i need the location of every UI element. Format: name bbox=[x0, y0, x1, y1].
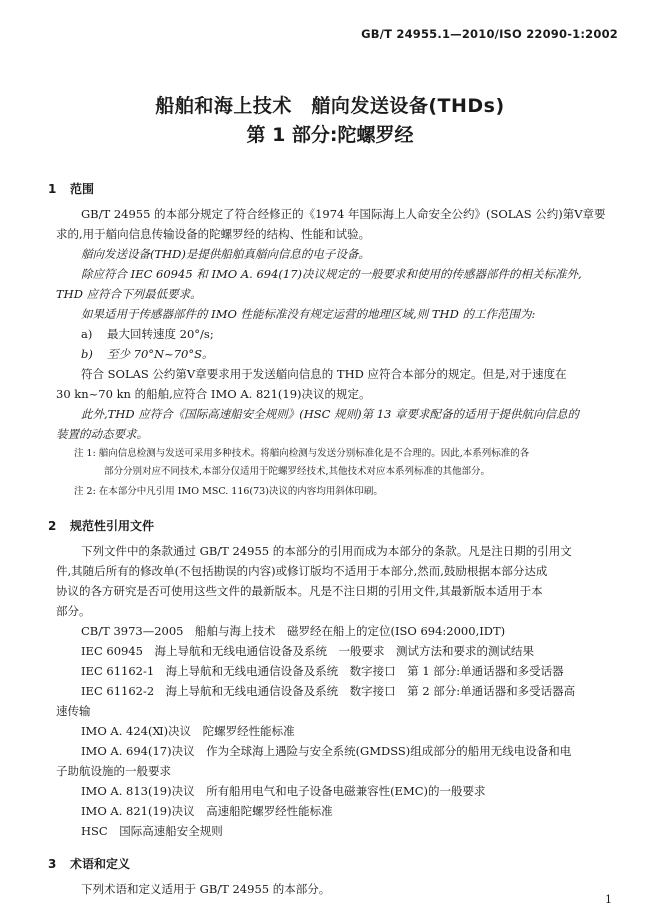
page-number: 1 bbox=[605, 893, 612, 906]
reference-item: IEC 61162-1 海上导航和无线电通信设备及系统 数字接口 第 1 部分:单通话器和多受话器 bbox=[81, 664, 564, 678]
thd-definition: 艏向发送设备(THD)是提供船舶真艏向信息的电子设备。 bbox=[81, 247, 370, 261]
section-3-title: 术语和定义 bbox=[70, 857, 131, 871]
reference-item-continuation: 速传输 bbox=[56, 704, 91, 718]
references-intro-line: 件,其随后所有的修改单(不包括勘误的内容)或修订版均不适用于本部分,然而,鼓励根据本部分达成 bbox=[56, 564, 548, 578]
list-item-a bbox=[81, 326, 214, 342]
standard-number: GB/T 24955.1—2010/ISO 22090-1:2002 bbox=[361, 27, 618, 41]
list-item-b-text: 至少 70°N~70°S。 bbox=[107, 347, 214, 361]
reference-item: IEC 60945 海上导航和无线电通信设备及系统 一般要求 测试方法和要求的测试结果 bbox=[81, 644, 534, 658]
requirements-paragraph-line: 除应符合 IEC 60945 和 IMO A. 694(17)决议规定的一般要求和使用的传感器部件的相关标准外, bbox=[81, 267, 582, 281]
reference-item: IMO A. 424(Ⅺ)决议 陀螺罗经性能标准 bbox=[81, 724, 295, 738]
section-3-number: 3 bbox=[48, 857, 57, 871]
scope-paragraph-line: GB/T 24955 的本部分规定了符合经修正的《1974 年国际海上人命安全公约》(SOLAS 公约)第Ⅴ章要 bbox=[81, 207, 606, 221]
section-3-heading bbox=[48, 855, 130, 872]
note-2: 注 2: 在本部分中凡引用 IMO MSC. 116(73)决议的内容均用斜体印刷。 bbox=[74, 486, 383, 497]
reference-item: IEC 61162-2 海上导航和无线电通信设备及系统 数字接口 第 2 部分:单通话器和多受话器高 bbox=[81, 684, 576, 698]
section-2-heading bbox=[48, 517, 154, 534]
references-intro-line: 部分。 bbox=[56, 604, 91, 618]
list-item-b bbox=[81, 346, 214, 362]
operating-range-intro: 如果适用于传感器部件的 IMO 性能标准没有规定运营的地理区域,则 THD 的工作范围为: bbox=[81, 307, 536, 321]
document-subtitle: 第 1 部分:陀螺罗经 bbox=[246, 124, 414, 146]
note-1-line: 注 1: 艏向信息检测与发送可采用多种技术。将艏向检测与发送分别标准化是不合理的。因此,本系列标准的各 bbox=[74, 448, 530, 459]
solas-paragraph-line: 符合 SOLAS 公约第Ⅴ章要求用于发送艏向信息的 THD 应符合本部分的规定。但是,对于速度在 bbox=[81, 367, 567, 381]
reference-item: IMO A. 813(19)决议 所有船用电气和电子设备电磁兼容性(EMC)的一般要求 bbox=[81, 784, 486, 798]
section-2-title: 规范性引用文件 bbox=[70, 519, 155, 533]
list-item-a-text: 最大回转速度 20°/s; bbox=[107, 327, 214, 341]
section-1-number: 1 bbox=[48, 182, 57, 196]
reference-item: HSC 国际高速船安全规则 bbox=[81, 824, 223, 838]
requirements-paragraph-line: THD 应符合下列最低要求。 bbox=[56, 287, 202, 301]
list-item-a-label: a) bbox=[81, 327, 93, 341]
solas-paragraph-line: 30 kn~70 kn 的船舶,应符合 IMO A. 821(19)决议的规定。 bbox=[56, 387, 371, 401]
hsc-paragraph-line: 装置的动态要求。 bbox=[56, 427, 148, 441]
scope-paragraph-line: 求的,用于艏向信息传输设备的陀螺罗经的结构、性能和试验。 bbox=[56, 227, 371, 241]
reference-item-continuation: 子助航设施的一般要求 bbox=[56, 764, 171, 778]
hsc-paragraph-line: 此外,THD 应符合《国际高速船安全规则》(HSC 规则)第 13 章要求配备的适用于提供航向信息的 bbox=[81, 407, 580, 421]
list-item-b-label: b) bbox=[81, 347, 93, 361]
reference-item: IMO A. 821(19)决议 高速船陀螺罗经性能标准 bbox=[81, 804, 333, 818]
document-title: 船舶和海上技术 艏向发送设备(THDs) bbox=[155, 95, 505, 117]
terms-intro: 下列术语和定义适用于 GB/T 24955 的本部分。 bbox=[81, 882, 331, 896]
section-1-title: 范围 bbox=[70, 182, 95, 196]
references-intro-line: 协议的各方研究是否可使用这些文件的最新版本。凡是不注日期的引用文件,其最新版本适用于本 bbox=[56, 584, 543, 598]
references-intro-line: 下列文件中的条款通过 GB/T 24955 的本部分的引用而成为本部分的条款。凡是注日期的引用文 bbox=[81, 544, 572, 558]
section-1-heading bbox=[48, 180, 94, 197]
reference-item: CB/T 3973—2005 船舶与海上技术 磁罗经在船上的定位(ISO 694:2000,IDT) bbox=[81, 624, 506, 638]
note-1-line: 部分分别对应不同技术,本部分仅适用于陀螺罗经技术,其他技术对应本系列标准的其他部分。 bbox=[104, 466, 491, 477]
section-2-number: 2 bbox=[48, 519, 57, 533]
reference-item: IMO A. 694(17)决议 作为全球海上遇险与安全系统(GMDSS)组成部分的船用无线电设备和电 bbox=[81, 744, 572, 758]
